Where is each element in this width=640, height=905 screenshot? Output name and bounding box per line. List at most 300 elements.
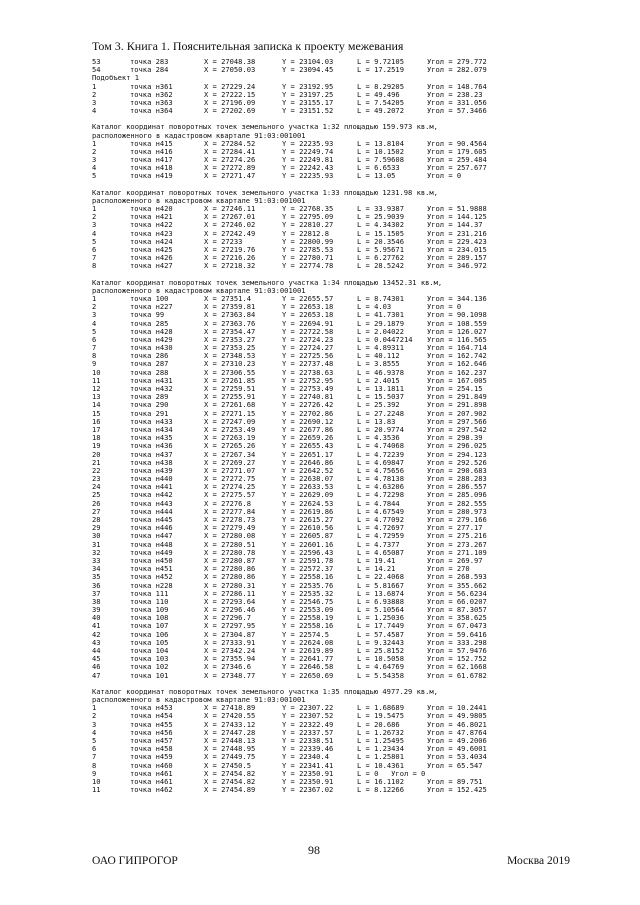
y-coordinate: Y = 22651.17 bbox=[282, 449, 334, 459]
y-coordinate: Y = 22367.02 bbox=[282, 785, 334, 795]
x-coordinate: X = 27255.91 bbox=[204, 392, 256, 402]
point-index: 34 bbox=[92, 564, 101, 574]
point-index: 29 bbox=[92, 523, 101, 533]
x-coordinate: X = 27297.95 bbox=[204, 621, 256, 631]
point-index: 8 bbox=[92, 351, 97, 361]
direction-angle: Угол = 0 bbox=[427, 302, 462, 312]
point-index: 12 bbox=[92, 384, 101, 394]
x-coordinate: X = 27450.5 bbox=[204, 760, 251, 770]
y-coordinate: Y = 22650.69 bbox=[282, 670, 334, 680]
point-name: точка н457 bbox=[130, 735, 173, 745]
direction-angle: Угол = 49.6001 bbox=[427, 744, 487, 754]
direction-angle: Угол = 49.2006 bbox=[427, 735, 487, 745]
point-index: 3 bbox=[92, 220, 97, 230]
segment-length: L = 49.496 bbox=[357, 89, 400, 99]
point-name: точка 107 bbox=[130, 621, 169, 631]
point-index: 45 bbox=[92, 654, 101, 664]
x-coordinate: X = 27267.01 bbox=[204, 212, 256, 222]
segment-length: L = 15.5037 bbox=[357, 392, 404, 402]
segment-length: L = 4.03 bbox=[357, 302, 392, 312]
y-coordinate: Y = 22780.71 bbox=[282, 253, 334, 263]
x-coordinate: X = 27420.55 bbox=[204, 711, 256, 721]
point-index: 15 bbox=[92, 408, 101, 418]
coordinate-row bbox=[92, 672, 572, 680]
point-index: 13 bbox=[92, 392, 101, 402]
y-coordinate: Y = 22249.74 bbox=[282, 146, 334, 156]
y-coordinate: Y = 22642.52 bbox=[282, 465, 334, 475]
direction-angle: Угол = 57.9476 bbox=[427, 646, 487, 656]
point-index: 3 bbox=[92, 97, 97, 107]
y-coordinate: Y = 22677.86 bbox=[282, 424, 334, 434]
point-name: точка 104 bbox=[130, 646, 169, 656]
direction-angle: Угол = 179.605 bbox=[427, 146, 487, 156]
segment-length: L = 6.93888 bbox=[357, 596, 404, 606]
x-coordinate: X = 27218.32 bbox=[204, 261, 256, 271]
segment-length: L = 13.8104 bbox=[357, 138, 404, 148]
point-index: 2 bbox=[92, 302, 97, 312]
point-index: 2 bbox=[92, 89, 97, 99]
segment-length: L = 10.4361 bbox=[357, 760, 404, 770]
y-coordinate: Y = 22646.86 bbox=[282, 457, 334, 467]
direction-angle: Угол = 291.849 bbox=[427, 392, 487, 402]
direction-angle: Угол = 282.079 bbox=[427, 65, 487, 75]
y-coordinate: Y = 22619.86 bbox=[282, 506, 334, 516]
y-coordinate: Y = 22659.26 bbox=[282, 433, 334, 443]
y-coordinate: Y = 22624.08 bbox=[282, 637, 334, 647]
y-coordinate: Y = 22307.52 bbox=[282, 711, 334, 721]
y-coordinate: Y = 22785.53 bbox=[282, 245, 334, 255]
direction-angle: Угол = 65.547 bbox=[427, 760, 483, 770]
point-index: 41 bbox=[92, 621, 101, 631]
segment-length: L = 10.1502 bbox=[357, 146, 404, 156]
point-name: точка н451 bbox=[130, 564, 173, 574]
x-coordinate: X = 27271.15 bbox=[204, 408, 256, 418]
segment-length: L = 57.4587 bbox=[357, 629, 404, 639]
x-coordinate: X = 27286.11 bbox=[204, 588, 256, 598]
x-coordinate: X = 27222.15 bbox=[204, 89, 256, 99]
point-index: 19 bbox=[92, 441, 101, 451]
direction-angle: Угол = 358.625 bbox=[427, 613, 487, 623]
segment-length: L = 4.72697 bbox=[357, 523, 404, 533]
point-index: 32 bbox=[92, 547, 101, 557]
x-coordinate: X = 27449.75 bbox=[204, 752, 256, 762]
x-coordinate: X = 27246.11 bbox=[204, 204, 256, 214]
segment-length: L = 7.54205 bbox=[357, 97, 404, 107]
point-name: точка 289 bbox=[130, 392, 169, 402]
point-name: точка 285 bbox=[130, 318, 169, 328]
point-name: точка н427 bbox=[130, 261, 173, 271]
segment-length: L = 9.72105 bbox=[357, 57, 404, 66]
footer-organization: ОАО ГИПРОГОР bbox=[92, 855, 178, 867]
x-coordinate: X = 27351.4 bbox=[204, 293, 251, 303]
direction-angle: Угол = 162.237 bbox=[427, 367, 487, 377]
point-index: 7 bbox=[92, 253, 97, 263]
x-coordinate: X = 27048.38 bbox=[204, 57, 256, 66]
point-name: точка н363 bbox=[130, 97, 173, 107]
direction-angle: Угол = 87.3057 bbox=[427, 605, 487, 615]
segment-length: L = 4.72298 bbox=[357, 490, 404, 500]
y-coordinate: Y = 22738.63 bbox=[282, 367, 334, 377]
point-name: точка н418 bbox=[130, 163, 173, 173]
segment-length: L = 4.72239 bbox=[357, 449, 404, 459]
direction-angle: Угол = 167.005 bbox=[427, 375, 487, 385]
point-index: 43 bbox=[92, 637, 101, 647]
point-name: точка 288 bbox=[130, 367, 169, 377]
y-coordinate: Y = 22249.81 bbox=[282, 155, 334, 165]
point-index: 5 bbox=[92, 171, 97, 181]
y-coordinate: Y = 22546.75 bbox=[282, 596, 334, 606]
point-name: точка н364 bbox=[130, 106, 173, 116]
point-index: 3 bbox=[92, 719, 97, 729]
point-index: 47 bbox=[92, 670, 101, 680]
y-coordinate: Y = 22740.81 bbox=[282, 392, 334, 402]
y-coordinate: Y = 22235.93 bbox=[282, 138, 334, 148]
section-title: Каталог координат поворотных точек земельного участка 1:33 площадью 1231.98 кв.м, bbox=[92, 187, 438, 197]
y-coordinate: Y = 22322.49 bbox=[282, 719, 334, 729]
segment-length: L = 1.25036 bbox=[357, 613, 404, 623]
point-name: точка н448 bbox=[130, 539, 173, 549]
point-name: точка н415 bbox=[130, 138, 173, 148]
point-index: 27 bbox=[92, 506, 101, 516]
y-coordinate: Y = 23192.95 bbox=[282, 81, 334, 91]
point-name: точка н436 bbox=[130, 441, 173, 451]
point-name: точка н439 bbox=[130, 465, 173, 475]
point-index: 54 bbox=[92, 65, 101, 75]
point-name: точка н435 bbox=[130, 433, 173, 443]
segment-length: L = 3.8555 bbox=[357, 359, 400, 369]
direction-angle: Угол = 108.559 bbox=[427, 318, 487, 328]
point-index: 20 bbox=[92, 449, 101, 459]
point-index: 1 bbox=[92, 81, 97, 91]
point-name: точка н444 bbox=[130, 506, 173, 516]
segment-length: L = 13.1811 bbox=[357, 384, 404, 394]
direction-angle: Угол = 296.025 bbox=[427, 441, 487, 451]
direction-angle: Угол = 90.1098 bbox=[427, 310, 487, 320]
point-name: точка н228 bbox=[130, 580, 173, 590]
y-coordinate: Y = 22694.91 bbox=[282, 318, 334, 328]
point-index: 42 bbox=[92, 629, 101, 639]
segment-length: L = 17.2519 bbox=[357, 65, 404, 75]
point-index: 4 bbox=[92, 228, 97, 238]
direction-angle: Угол = 270 bbox=[427, 564, 470, 574]
x-coordinate: X = 27433.12 bbox=[204, 719, 256, 729]
point-index: 11 bbox=[92, 785, 101, 795]
y-coordinate: Y = 22340.4 bbox=[282, 752, 329, 762]
segment-length: L = 4.7844 bbox=[357, 498, 400, 508]
segment-length: L = 4.89311 bbox=[357, 343, 404, 353]
x-coordinate: X = 27454.82 bbox=[204, 768, 256, 778]
section-title: Каталог координат поворотных точек земельного участка 1:32 площадью 159.973 кв.м, bbox=[92, 122, 438, 132]
segment-length: L = 4.34302 bbox=[357, 220, 404, 230]
coordinate-catalog bbox=[92, 58, 572, 794]
x-coordinate: X = 27280.78 bbox=[204, 547, 256, 557]
point-name: точка н454 bbox=[130, 711, 173, 721]
x-coordinate: X = 27280.31 bbox=[204, 580, 256, 590]
x-coordinate: X = 27269.27 bbox=[204, 457, 256, 467]
document-header: Том 3. Книга 1. Пояснительная записка к проекту межевания bbox=[92, 39, 404, 53]
point-index: 38 bbox=[92, 596, 101, 606]
point-index: 31 bbox=[92, 539, 101, 549]
point-index: 3 bbox=[92, 310, 97, 320]
y-coordinate: Y = 22601.16 bbox=[282, 539, 334, 549]
direction-angle: Угол = 344.136 bbox=[427, 293, 487, 303]
direction-angle: Угол = 207.902 bbox=[427, 408, 487, 418]
direction-angle: Угол = 238.23 bbox=[427, 89, 483, 99]
segment-length: L = 1.68689 bbox=[357, 703, 404, 713]
direction-angle: Угол = 144.125 bbox=[427, 212, 487, 222]
segment-length: L = 4.72959 bbox=[357, 531, 404, 541]
y-coordinate: Y = 22337.57 bbox=[282, 727, 334, 737]
x-coordinate: X = 27310.23 bbox=[204, 359, 256, 369]
x-coordinate: X = 27272.75 bbox=[204, 474, 256, 484]
segment-length: L = 4.77092 bbox=[357, 515, 404, 525]
x-coordinate: X = 27448.13 bbox=[204, 735, 256, 745]
y-coordinate: Y = 22558.16 bbox=[282, 621, 334, 631]
y-coordinate: Y = 22795.09 bbox=[282, 212, 334, 222]
point-index: 21 bbox=[92, 457, 101, 467]
point-index: 25 bbox=[92, 490, 101, 500]
x-coordinate: X = 27354.47 bbox=[204, 326, 256, 336]
x-coordinate: X = 27277.84 bbox=[204, 506, 256, 516]
segment-length: L = 25.9039 bbox=[357, 212, 404, 222]
x-coordinate: X = 27448.95 bbox=[204, 744, 256, 754]
y-coordinate: Y = 22339.46 bbox=[282, 744, 334, 754]
point-index: 2 bbox=[92, 711, 97, 721]
direction-angle: Угол = 62.1668 bbox=[427, 662, 487, 672]
x-coordinate: X = 27263.19 bbox=[204, 433, 256, 443]
point-name: точка 108 bbox=[130, 613, 169, 623]
x-coordinate: X = 27363.76 bbox=[204, 318, 256, 328]
y-coordinate: Y = 22350.91 bbox=[282, 768, 334, 778]
direction-angle: Угол = 51.9888 bbox=[427, 204, 487, 214]
direction-angle: Угол = 116.565 bbox=[427, 334, 487, 344]
y-coordinate: Y = 22725.56 bbox=[282, 351, 334, 361]
segment-length: L = 49.2072 bbox=[357, 106, 404, 116]
direction-angle: Угол = 277.17 bbox=[427, 523, 483, 533]
point-name: точка 111 bbox=[130, 588, 169, 598]
segment-length: L = 8.12266 bbox=[357, 785, 404, 795]
segment-length: L = 4.7377 bbox=[357, 539, 400, 549]
y-coordinate: Y = 22553.09 bbox=[282, 605, 334, 615]
y-coordinate: Y = 22624.53 bbox=[282, 498, 334, 508]
point-name: точка 103 bbox=[130, 654, 169, 664]
x-coordinate: X = 27196.09 bbox=[204, 97, 256, 107]
direction-angle: Угол = 292.526 bbox=[427, 457, 487, 467]
segment-length: L = 10.5058 bbox=[357, 654, 404, 664]
section-title: расположенного в кадастровом квартале 91:03:001001 bbox=[92, 695, 306, 704]
segment-length: L = 6.6533 bbox=[357, 163, 400, 173]
direction-angle: Угол = 282.555 bbox=[427, 498, 487, 508]
point-index: 30 bbox=[92, 531, 101, 541]
point-name: точка н440 bbox=[130, 474, 173, 484]
direction-angle: Угол = 298.39 bbox=[427, 433, 483, 443]
segment-length: L = 9.32443 bbox=[357, 637, 404, 647]
point-name: точка 286 bbox=[130, 351, 169, 361]
direction-angle: Угол = 288.283 bbox=[427, 474, 487, 484]
y-coordinate: Y = 22619.89 bbox=[282, 646, 334, 656]
point-index: 22 bbox=[92, 465, 101, 475]
point-index: 4 bbox=[92, 727, 97, 737]
point-name: точка 110 bbox=[130, 596, 169, 606]
x-coordinate: X = 27280.86 bbox=[204, 564, 256, 574]
y-coordinate: Y = 22702.86 bbox=[282, 408, 334, 418]
segment-length: L = 4.64769 bbox=[357, 662, 404, 672]
coordinate-row bbox=[92, 172, 572, 180]
segment-length: L = 27.2248 bbox=[357, 408, 404, 418]
x-coordinate: X = 27229.24 bbox=[204, 81, 256, 91]
point-name: точка н430 bbox=[130, 343, 173, 353]
x-coordinate: X = 27454.89 bbox=[204, 785, 256, 795]
x-coordinate: X = 27353.27 bbox=[204, 334, 256, 344]
segment-length: L = 25.8152 bbox=[357, 646, 404, 656]
x-coordinate: X = 27276.8 bbox=[204, 498, 251, 508]
point-name: точка н449 bbox=[130, 547, 173, 557]
x-coordinate: X = 27333.91 bbox=[204, 637, 256, 647]
segment-length: L = 7.59608 bbox=[357, 155, 404, 165]
point-index: 23 bbox=[92, 474, 101, 484]
y-coordinate: Y = 22726.42 bbox=[282, 400, 334, 410]
point-name: точка н453 bbox=[130, 703, 173, 713]
point-name: точка н428 bbox=[130, 326, 173, 336]
y-coordinate: Y = 22800.99 bbox=[282, 236, 334, 246]
direction-angle: Угол = 286.557 bbox=[427, 482, 487, 492]
x-coordinate: X = 27296.7 bbox=[204, 613, 251, 623]
point-index: 37 bbox=[92, 588, 101, 598]
direction-angle: Угол = 61.6782 bbox=[427, 670, 487, 680]
x-coordinate: X = 27259.51 bbox=[204, 384, 256, 394]
y-coordinate: Y = 22724.27 bbox=[282, 343, 334, 353]
segment-length: L = 4.74068 bbox=[357, 441, 404, 451]
x-coordinate: X = 27296.46 bbox=[204, 605, 256, 615]
point-index: 44 bbox=[92, 646, 101, 656]
direction-angle: Угол = 0 bbox=[427, 171, 462, 181]
coordinate-row bbox=[92, 107, 572, 115]
point-index: 18 bbox=[92, 433, 101, 443]
y-coordinate: Y = 22633.53 bbox=[282, 482, 334, 492]
segment-length: L = 8.74301 bbox=[357, 293, 404, 303]
direction-angle: Угол = 346.972 bbox=[427, 261, 487, 271]
direction-angle: Угол = 148.764 bbox=[427, 81, 487, 91]
direction-angle: Угол = 279.166 bbox=[427, 515, 487, 525]
direction-angle: Угол = 268.593 bbox=[427, 572, 487, 582]
point-name: точка н426 bbox=[130, 253, 173, 263]
point-index: 7 bbox=[92, 343, 97, 353]
point-name: точка н458 bbox=[130, 744, 173, 754]
segment-length: L = 15.1505 bbox=[357, 228, 404, 238]
y-coordinate: Y = 22338.51 bbox=[282, 735, 334, 745]
point-name: точка н442 bbox=[130, 490, 173, 500]
point-name: точка н456 bbox=[130, 727, 173, 737]
x-coordinate: X = 27233 bbox=[204, 236, 243, 246]
direction-angle: Угол = 152.425 bbox=[427, 785, 487, 795]
y-coordinate: Y = 22574.5 bbox=[282, 629, 329, 639]
direction-angle: Угол = 89.751 bbox=[427, 776, 483, 786]
direction-angle: Угол = 291.898 bbox=[427, 400, 487, 410]
point-name: точка н424 bbox=[130, 236, 173, 246]
segment-length: L = 19.41 bbox=[357, 555, 396, 565]
segment-length: L = 13.83 bbox=[357, 416, 396, 426]
x-coordinate: X = 27348.53 bbox=[204, 351, 256, 361]
point-index: 8 bbox=[92, 760, 97, 770]
y-coordinate: Y = 22591.78 bbox=[282, 555, 334, 565]
x-coordinate: X = 27271.47 bbox=[204, 171, 256, 181]
x-coordinate: X = 27274.25 bbox=[204, 482, 256, 492]
segment-length: L = 0.0447214 bbox=[357, 334, 413, 344]
segment-length: L = 4.63206 bbox=[357, 482, 404, 492]
segment-length: L = 20.3546 bbox=[357, 236, 404, 246]
point-index: 1 bbox=[92, 293, 97, 303]
y-coordinate: Y = 22242.43 bbox=[282, 163, 334, 173]
point-name: точка н445 bbox=[130, 515, 173, 525]
point-index: 8 bbox=[92, 261, 97, 271]
direction-angle: Угол = 273.267 bbox=[427, 539, 487, 549]
point-name: точка н227 bbox=[130, 302, 173, 312]
point-index: 53 bbox=[92, 57, 101, 66]
y-coordinate: Y = 22641.77 bbox=[282, 654, 334, 664]
direction-angle: Угол = 231.216 bbox=[427, 228, 487, 238]
x-coordinate: X = 27278.73 bbox=[204, 515, 256, 525]
y-coordinate: Y = 22572.37 bbox=[282, 564, 334, 574]
point-name: точка н447 bbox=[130, 531, 173, 541]
segment-length: L = 40.112 bbox=[357, 351, 400, 361]
direction-angle: Угол = 285.096 bbox=[427, 490, 487, 500]
x-coordinate: X = 27454.82 bbox=[204, 776, 256, 786]
point-name: точка н425 bbox=[130, 245, 173, 255]
segment-length: L = 5.10564 bbox=[357, 605, 404, 615]
point-name: точка 102 bbox=[130, 662, 169, 672]
point-name: точка н441 bbox=[130, 482, 173, 492]
point-index: 35 bbox=[92, 572, 101, 582]
segment-length: L = 1.26732 bbox=[357, 727, 404, 737]
point-name: точка н446 bbox=[130, 523, 173, 533]
direction-angle: Угол = 57.3466 bbox=[427, 106, 487, 116]
x-coordinate: X = 27247.09 bbox=[204, 416, 256, 426]
point-index: 5 bbox=[92, 236, 97, 246]
point-name: точка н417 bbox=[130, 155, 173, 165]
direction-angle: Угол = 152.752 bbox=[427, 654, 487, 664]
point-name: точка н419 bbox=[130, 171, 173, 181]
point-index: 33 bbox=[92, 555, 101, 565]
x-coordinate: X = 27216.26 bbox=[204, 253, 256, 263]
direction-angle: Угол = 10.2441 bbox=[427, 703, 487, 713]
x-coordinate: X = 27304.87 bbox=[204, 629, 256, 639]
y-coordinate: Y = 22629.09 bbox=[282, 490, 334, 500]
direction-angle: Угол = 56.6234 bbox=[427, 588, 487, 598]
direction-angle: Угол = 162.646 bbox=[427, 359, 487, 369]
y-coordinate: Y = 22810.27 bbox=[282, 220, 334, 230]
coordinate-row bbox=[92, 66, 572, 74]
segment-length: L = 6.27762 bbox=[357, 253, 404, 263]
x-coordinate: X = 27261.68 bbox=[204, 400, 256, 410]
segment-length: L = 22.4068 bbox=[357, 572, 404, 582]
y-coordinate: Y = 22655.43 bbox=[282, 441, 334, 451]
x-coordinate: X = 27242.49 bbox=[204, 228, 256, 238]
point-index: 6 bbox=[92, 334, 97, 344]
segment-length: L = 28.5242 bbox=[357, 261, 404, 271]
section-title: Каталог координат поворотных точек земельного участка 1:34 площадью 13452.31 кв.м, bbox=[92, 277, 443, 287]
x-coordinate: X = 27280.08 bbox=[204, 531, 256, 541]
point-name: точка 105 bbox=[130, 637, 169, 647]
segment-length: L = 2.4015 bbox=[357, 375, 400, 385]
point-index: 36 bbox=[92, 580, 101, 590]
segment-length: L = 5.81667 bbox=[357, 580, 404, 590]
segment-length: L = 5.95671 bbox=[357, 245, 404, 255]
point-index: 5 bbox=[92, 735, 97, 745]
coordinate-row bbox=[92, 786, 572, 794]
section-title: Подобъект 1 bbox=[92, 73, 139, 83]
point-name: точка н450 bbox=[130, 555, 173, 565]
x-coordinate: X = 27342.24 bbox=[204, 646, 256, 656]
